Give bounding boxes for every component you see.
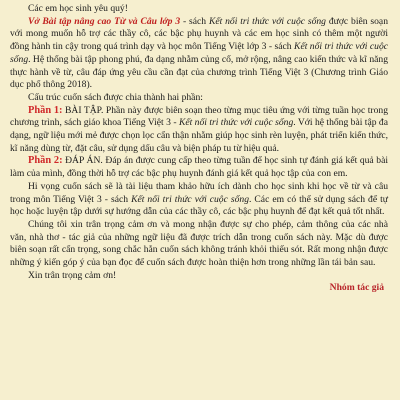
series-name: Kết nối tri thức với cuộc sống [10, 41, 389, 65]
part2-label: Phần 2: [28, 155, 63, 167]
series-name: Kết nối tri thức với cuộc sống [208, 15, 326, 27]
series-name: Kết nối tri thức với cuộc sống [178, 117, 294, 129]
thanks-paragraph: Chúng tôi xin trân trọng cảm ơn và mong nhận được sự cho phép, cảm thông của các nhà văn, nhà thơ - tác giả của những ngữ liệu đã được trích dẫn trong cuốn sách này. Mặc dù được biên soạn rất cẩn trọng, song chắc hẳn cuốn sách không tránh khỏi thiếu sót. Rất mong nhận được những ý kiến góp ý của bạn đọc để cuốn sách được hoàn thiện hơn trong những lần tái bản sau. [10, 218, 388, 269]
part2-paragraph: Phần 2: ĐÁP ÁN. Đáp án được cung cấp theo từng tuần để học sinh tự đánh giá kết quả bài làm của mình, đồng thời hỗ trợ các bậc phụ huynh đánh giá kết quả học tập của con em. [10, 155, 388, 180]
series-name: Kết nối tri thức với cuộc sống [131, 193, 249, 205]
intro-paragraph: Vở Bài tập nâng cao Từ và Câu lớp 3 - sách Kết nối tri thức với cuộc sống được biên soạn với mong muốn hỗ trợ các thầy cô, các bậc phụ huynh và các em học sinh có thêm một người đồng hành tin cậy trong quá trình dạy và học môn Tiếng Việt lớp 3 - sách Kết nối tri thức với cuộc sống. Hệ thống bài tập phong phú, đa dạng nhằm củng cố, mở rộng, nâng cao kiến thức và kĩ năng thực hành về từ, câu đáp ứng yêu cầu cần đạt của chương trình Tiếng Việt 3 (Chương trình Giáo dục phổ thông 2018). [10, 15, 389, 91]
greeting: Các em học sinh yêu quý! [28, 3, 128, 14]
structure-line: Cấu trúc cuốn sách được chia thành hai phần: [28, 91, 203, 103]
part1-paragraph: Phần 1: BÀI TẬP. Phần này được biên soạn theo từng mục tiêu ứng với từng tuần học trong chương trình, sách giáo khoa Tiếng Việt 3 - Kết nối tri thức với cuộc sống. Với hệ thống bài tập đa dạng, ngữ liệu mới mẻ được chọn lọc cẩn thận nhằm giúp học sinh rèn luyện, phát triển kiến thức, kĩ năng dùng từ, đặt câu, sử dụng dấu câu và biện pháp tu từ hiệu quả. [10, 104, 388, 154]
signature: Nhóm tác giả [329, 282, 384, 294]
hope-paragraph: Hi vọng cuốn sách sẽ là tài liệu tham khảo hữu ích dành cho học sinh khi học về từ và câu trong môn Tiếng Việt 3 - sách Kết nối tri thức với cuộc sống. Các em có thể sử dụng sách để tự học hoặc luyện tập dưới sự hướng dẫn của các thầy cô, các bậc phụ huynh để đạt kết quả tốt nhất. [10, 180, 388, 218]
book-title: Vở Bài tập nâng cao Từ và Câu lớp 3 [28, 15, 181, 27]
part1-label: Phần 1: [28, 104, 63, 116]
closing-line: Xin trân trọng cảm ơn! [28, 269, 117, 281]
